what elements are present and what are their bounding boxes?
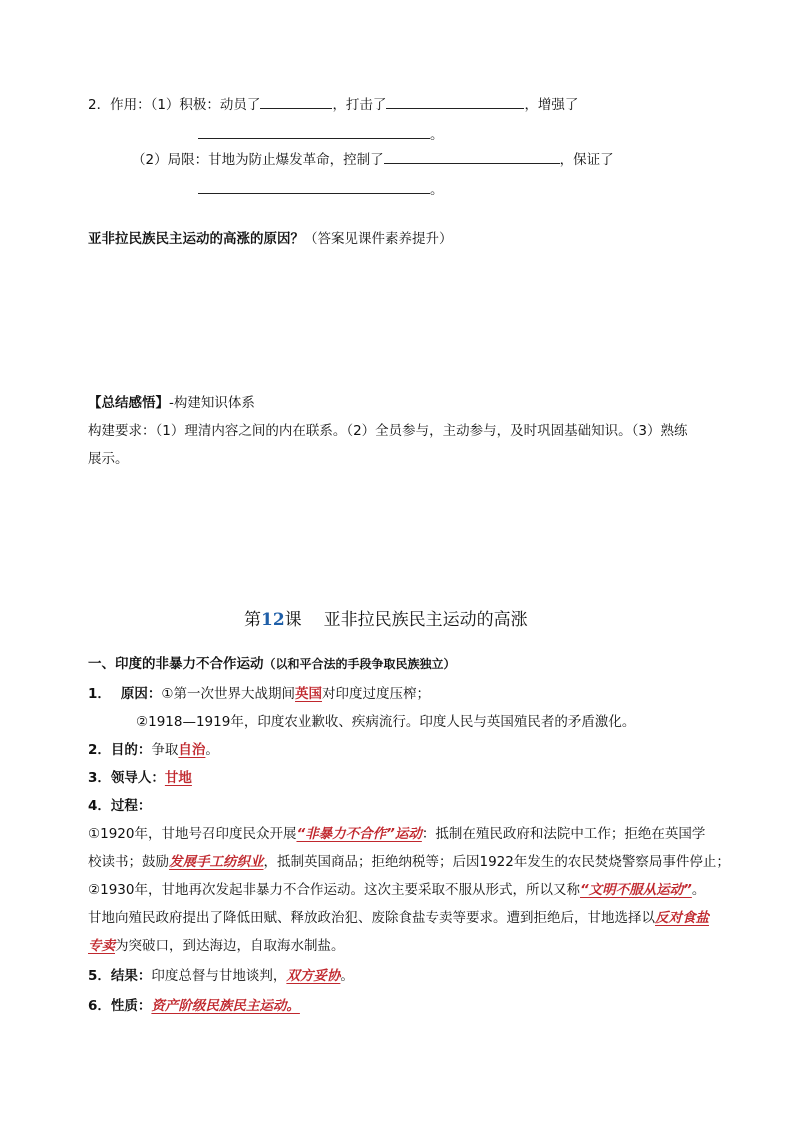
effect-label: 2．作用：（1）积极：动员了 (88, 97, 261, 113)
summary-title-bold: 【总结感悟】 (88, 395, 169, 411)
blank-mobilized[interactable] (260, 94, 332, 109)
lesson-prefix: 第 (244, 610, 261, 630)
p1-a: ①1920年，甘地号召印度民众开展 (88, 826, 297, 842)
result-line (88, 966, 354, 986)
nature-label: 6．性质： (88, 998, 152, 1014)
effect-line-1 (88, 94, 578, 115)
result-text: 印度总督与甘地谈判， (151, 968, 287, 984)
lesson-name: 亚非拉民族民主运动的高涨 (323, 610, 528, 630)
p1-b: ：抵制在殖民政府和法院中工作；拒绝在英国学 (421, 826, 706, 842)
p3-end: 。 (691, 882, 706, 898)
answer-salt-1: 反对食盐 (655, 910, 709, 926)
effect-end-1: 。 (430, 127, 444, 143)
cause-a1: ①第一次世界大战期间 (161, 686, 296, 702)
goal-text: 争取 (151, 742, 179, 758)
leader-label: 3．领导人： (88, 770, 165, 786)
cause-line-1 (88, 684, 430, 704)
effect-text-1: ，打击了 (332, 97, 387, 113)
goal-line (88, 740, 219, 760)
summary-req-2: 展示。 (88, 451, 129, 467)
cause-a2: 对印度过度压榨； (322, 686, 431, 702)
effect-text-2: ，增强了 (524, 97, 579, 113)
summary-title (88, 393, 255, 413)
blank-controlled[interactable] (384, 149, 560, 164)
summary-req-1: 构建要求：（1）理清内容之间的内在联系。（2）全员参与，主动参与，及时巩固基础知识。（3）熟练 (88, 423, 688, 439)
p4-a: 甘地向殖民政府提出了降低田赋、释放政治犯、废除食盐专卖等要求。遭到拒绝后，甘地选择以 (88, 910, 655, 926)
goal-label: 2．目的： (88, 742, 152, 758)
process-label (88, 796, 151, 816)
blank-struck[interactable] (386, 94, 524, 109)
nature-line (88, 996, 300, 1016)
process-line-3 (88, 880, 705, 900)
blank-strengthened[interactable] (198, 124, 430, 139)
effect-line-2 (198, 124, 444, 145)
limit-line-1 (132, 149, 614, 170)
process-line-1 (88, 824, 705, 844)
process-line-4 (88, 908, 709, 928)
answer-civil-disobedience: “文明不服从运动” (579, 882, 692, 898)
p2-a: 校读书；鼓励 (88, 854, 169, 870)
lesson-suffix: 课 (284, 610, 302, 630)
process-label-text: 4．过程： (88, 798, 152, 814)
leader-line (88, 768, 192, 788)
limit-end: 。 (430, 182, 444, 198)
blank-guaranteed[interactable] (198, 179, 430, 194)
process-line-5 (88, 936, 345, 956)
process-line-2 (88, 852, 730, 872)
answer-compromise: 双方妥协 (286, 968, 341, 984)
result-end: 。 (340, 968, 354, 984)
lesson-title (244, 608, 528, 632)
answer-gandhi: 甘地 (164, 770, 192, 786)
p5-b: 为突破口，到达海边，自取海水制盐。 (115, 938, 345, 954)
section1-heading-text: 一、印度的非暴力不合作运动 (88, 656, 264, 672)
p2-b: ，抵制英国商品；拒绝纳税等；后因1922年发生的农民焚烧警察局事件停止； (263, 854, 730, 870)
section1-heading (88, 654, 456, 674)
question-text: 亚非拉民族民主运动的高涨的原因？ (88, 231, 304, 247)
section1-heading-note: （以和平合法的手段争取民族独立） (263, 657, 456, 671)
question-note: （答案见课件素养提升） (304, 231, 453, 247)
answer-nature: 资产阶级民族民主运动。 (151, 998, 300, 1014)
limit-label: （2）局限：甘地为防止爆发革命，控制了 (132, 152, 384, 168)
lesson-number: 12 (261, 610, 285, 630)
cause-num: 1． (88, 686, 111, 702)
answer-britain: 英国 (295, 686, 323, 702)
p3-a: ②1930年，甘地再次发起非暴力不合作运动。这次主要采取不服从形式，所以又称 (88, 882, 580, 898)
summary-title-rest: -构建知识体系 (169, 395, 255, 411)
cause-line-2: ②1918—1919年，印度农业歉收、疾病流行。印度人民与英国殖民者的矛盾激化。 (136, 714, 636, 730)
result-label: 5．结果： (88, 968, 152, 984)
limit-line-2 (198, 179, 444, 200)
cause-label: 原因： (120, 686, 162, 702)
answer-salt-2: 专卖 (88, 938, 115, 954)
answer-handicraft: 发展手工纺织业 (169, 854, 264, 870)
answer-noncooperation: “非暴力不合作”运动 (296, 826, 422, 842)
goal-end: 。 (205, 742, 219, 758)
limit-text: ，保证了 (559, 152, 614, 168)
question-line (88, 229, 453, 249)
answer-autonomy: 自治 (178, 742, 206, 758)
